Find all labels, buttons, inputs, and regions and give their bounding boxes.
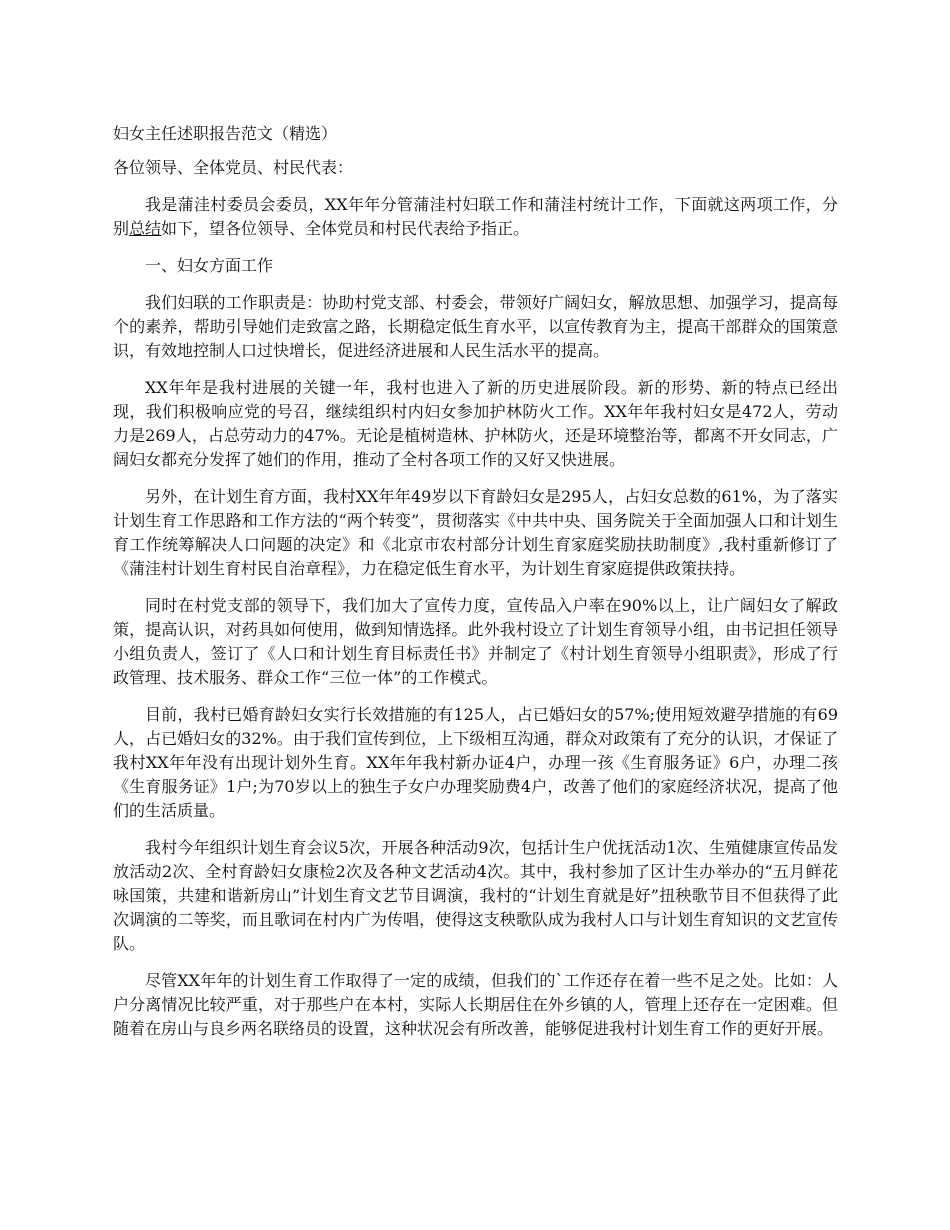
paragraph: XX年年是我村进展的关键一年，我村也进入了新的历史进展阶段。新的形势、新的特点已经出现，我们积极响应党的号召，继续组织村内妇女参加护林防火工作。XX年年我村妇女是472人，劳动力是269人，占总劳动力的47%。无论是植树造林、护林防火，还是环境整治等，都离不开女同志，广阔妇女都充分发挥了她们的作用，推动了全村各项工作的又好又快进展。 [113, 378, 838, 469]
section-heading: 一、妇女方面工作 [145, 256, 274, 275]
paragraph: 同时在村党支部的领导下，我们加大了宣传力度，宣传品入户率在90%以上，让广阔妇女了解政策，提高认识，对药具如何使用，做到知情选择。此外我村设立了计划生育领导小组，由书记担任领导小组负责人，签订了《人口和计划生育目标责任书》并制定了《村计划生育领导小组职责》，形成了行政管理、技术服务、群众工作“三位一体”的工作模式。 [113, 596, 838, 687]
paragraph: 另外，在计划生育方面，我村XX年年49岁以下育龄妇女是295人，占妇女总数的61%，为了落实计划生育工作思路和工作方法的“两个转变”，贯彻落实《中共中央、国务院关于全面加强人口和计划生育工作统筹解决人口问题的决定》和《北京市农村部分计划生育家庭奖励扶助制度》,我村重新修订了《蒲洼村计划生育村民自治章程》，力在稳定低生育水平，为计划生育家庭提供政策扶持。 [113, 487, 838, 578]
intro-text-before: 我是蒲洼村委员会委员，XX年年分管蒲洼村妇联工作和蒲洼村统计工作，下面就这两项工作，分别 [113, 195, 838, 238]
paragraph: 我村今年组织计划生育会议5次，开展各种活动9次，包括计生户优抚活动1次、生殖健康宣传品发放活动2次、全村育龄妇女康检2次及各种文艺活动4次。其中，我村参加了区计生办举办的“五月鲜花咏国策，共建和谐新房山”计划生育文艺节目调演，我村的“计划生育就是好”扭秧歌节目不但获得了此次调演的二等奖，而且歌词在村内广为传唱，使得这支秧歌队成为我村人口与计划生育知识的文艺宣传队。 [113, 838, 838, 953]
document-title: 妇女主任述职报告范文（精选） [113, 124, 338, 143]
document-page [113, 122, 838, 1054]
intro-paragraph [113, 193, 838, 241]
paragraph: 我们妇联的工作职责是：协助村党支部、村委会，带领好广阔妇女，解放思想、加强学习，提高每个的素养，帮助引导她们走致富之路，长期稳定低生育水平，以宣传教育为主，提高干部群众的国策意识，有效地控制人口过快增长，促进经济进展和人民生活水平的提高。 [113, 293, 838, 360]
paragraph: 尽管XX年年的计划生育工作取得了一定的成绩，但我们的`工作还存在着一些不足之处。比如：人户分离情况比较严重，对于那些户在本村，实际人长期居住在外乡镇的人，管理上还存在一定困难。但随着在房山与良乡两名联络员的设置，这种状况会有所改善，能够促进我村计划生育工作的更好开展。 [113, 971, 838, 1038]
paragraph: 目前，我村已婚育龄妇女实行长效措施的有125人，占已婚妇女的57%;使用短效避孕措施的有69人，占已婚妇女的32%。由于我们宣传到位，上下级相互沟通，群众对政策有了充分的认识，才保证了我村XX年年没有出现计划外生育。XX年年我村新办证4户，办理一孩《生育服务证》6户，办理二孩《生育服务证》1户;为70岁以上的独生子女户办理奖励费4户，改善了他们的家庭经济状况，提高了他们的生活质量。 [113, 705, 838, 820]
intro-text-after: 如下，望各位领导、全体党员和村民代表给予指正。 [161, 219, 530, 238]
intro-text-underlined: 总结 [129, 219, 162, 238]
salutation: 各位领导、全体党员、村民代表： [113, 158, 354, 177]
